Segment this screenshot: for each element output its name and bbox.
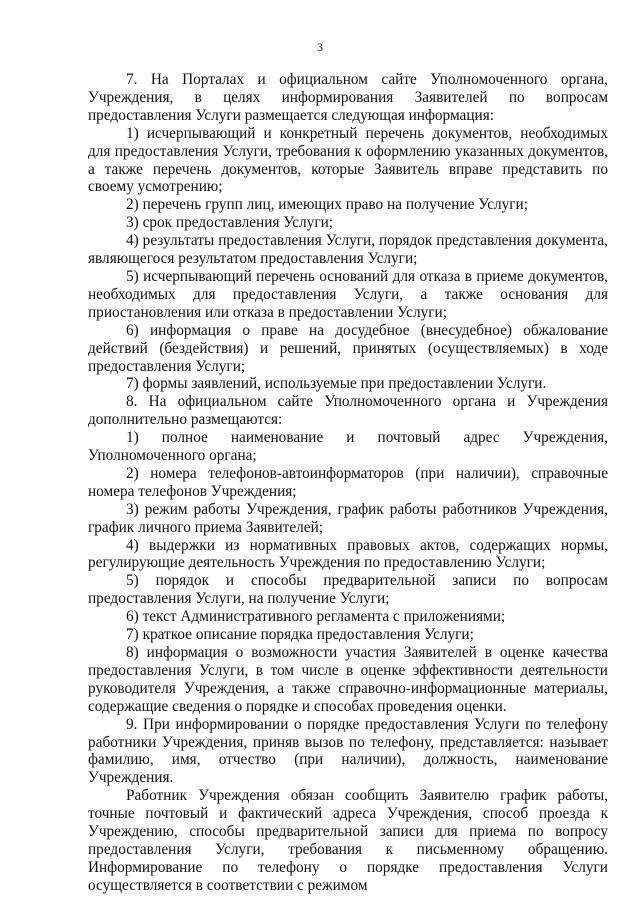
list-item-7-5: 5) исчерпывающий перечень оснований для отказа в приеме документов, необходимых для предоставления Услуги, а также основания для приостановления или отказа в предоставлении Услуги; bbox=[88, 267, 608, 321]
list-item-7-1: 1) исчерпывающий и конкретный перечень документов, необходимых для предоставления Услуги, требования к оформлению указанных документов, а также перечень документов, которые Заявитель вправе представить по своему усмотрению; bbox=[88, 124, 608, 196]
paragraph-9: 9. При информировании о порядке предоставления Услуги по телефону работники Учреждения, приняв вызов по телефону, представляется: называет фамилию, имя, отчество (при наличии), должность, наименование Учреждения. bbox=[88, 715, 608, 787]
list-item-8-2: 2) номера телефонов-автоинформаторов (при наличии), справочные номера телефонов Учреждения; bbox=[88, 464, 608, 500]
list-item-8-3: 3) режим работы Учреждения, график работы работников Учреждения, график личного приема Заявителей; bbox=[88, 500, 608, 536]
list-item-8-4: 4) выдержки из нормативных правовых актов, содержащих нормы, регулирующие деятельность Учреждения по предоставлению Услуги; bbox=[88, 536, 608, 572]
document-body bbox=[88, 71, 608, 895]
list-item-8-1: 1) полное наименование и почтовый адрес Учреждения, Уполномоченного органа; bbox=[88, 429, 608, 465]
list-item-7-2: 2) перечень групп лиц, имеющих право на получение Услуги; bbox=[126, 196, 528, 214]
list-item-8-6: 6) текст Административного регламента с приложениями; bbox=[126, 608, 506, 626]
list-item-7-3: 3) срок предоставления Услуги; bbox=[126, 214, 334, 232]
list-item-8-8: 8) информация о возможности участия Заявителей в оценке качества предоставления Услуги, в том числе в оценке эффективности деятельности руководителя Учреждения, а также справочно-информационные материалы, содержащие сведения о порядке и способах проведения оценки. bbox=[88, 644, 608, 715]
list-item-7-7: 7) формы заявлений, используемые при предоставлении Услуги. bbox=[126, 375, 547, 393]
list-item-7-4: 4) результаты предоставления Услуги, порядок представления документа, являющегося результатом предоставления Услуги; bbox=[88, 232, 608, 268]
list-item-7-6: 6) информация о праве на досудебное (внесудебное) обжалование действий (бездействия) и решений, принятых (осуществляемых) в ходе предоставления Услуги; bbox=[88, 321, 608, 375]
paragraph-8: 8. На официальном сайте Уполномоченного органа и Учреждения дополнительно размещаются: bbox=[88, 393, 608, 429]
paragraph-9-continued: Работник Учреждения обязан сообщить Заявителю график работы, точные почтовый и фактический адреса Учреждения, способ проезда к Учреждению, способы предварительной записи для приема по вопросу предоставления Услуги, требования к письменному обращению. Информирование по телефону о порядке предоставления Услуги осуществляется в соответствии с режимом bbox=[88, 787, 608, 894]
list-item-8-7: 7) краткое описание порядка предоставления Услуги; bbox=[126, 626, 474, 644]
list-item-8-5: 5) порядок и способы предварительной записи по вопросам предоставления Услуги, на получение Услуги; bbox=[88, 572, 608, 608]
page-number: 3 bbox=[317, 40, 323, 54]
paragraph-7: 7. На Порталах и официальном сайте Уполномоченного органа, Учреждения, в целях информирования Заявителей по вопросам предоставления Услуги размещается следующая информация: bbox=[88, 71, 608, 124]
